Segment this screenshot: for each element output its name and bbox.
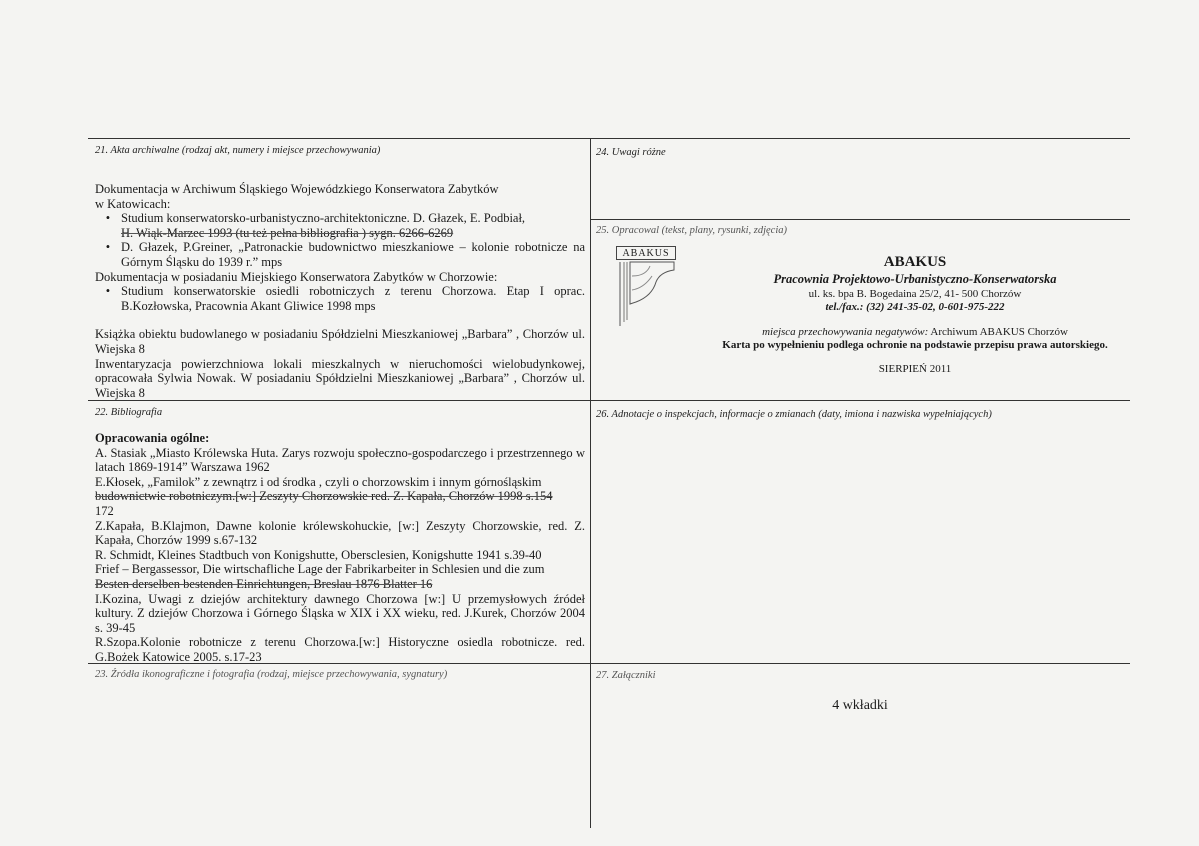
s22-entry-4: R. Schmidt, Kleines Stadtbuch von Konigshutte, Obersclesien, Konigshutte 1941 s.39-40: [95, 547, 542, 562]
firm-address: ul. ks. bpa B. Bogedaina 25/2, 41- 500 Chorzów: [808, 288, 1022, 300]
negatives-value: Archiwum ABAKUS Chorzów: [930, 326, 1068, 338]
card-date: SIERPIEŃ 2011: [878, 363, 952, 375]
s21-bullet-3-text: Studium konserwatorskie osiedli robotniczych z terenu Chorzowa. Etap I oprac. B.Kozłowska, Pracownia Akant Gliwice 1998 mps: [121, 284, 585, 313]
negatives-line: [690, 326, 1140, 338]
s22-entry-6: I.Kozina, Uwagi z dziejów architektury dawnego Chorzowa [w:] U przemysłowych źródeł kultury. Z dziejów Chorzowa i Górnego Śląska w XIX i XX wieku, red. J.Kurek, Chorzów 2004 s. 39-45: [95, 591, 585, 635]
row-divider-right-25: [590, 219, 1130, 220]
s21-bullet-1-text: Studium konserwatorsko-urbanistyczno-architektoniczne. D. Głazek, E. Podbiał,: [121, 211, 526, 226]
s21-book: Książka obiektu budowlanego w posiadaniu Spółdzielni Mieszkaniowej „Barbara” , Chorzów ul. Wiejska 8: [95, 327, 585, 356]
s21-bullet-1: • Studium konserwatorsko-urbanistyczno-architektoniczne. D. Głazek, E. Podbiał, H. Wiąk-Marzec 1993 (tu też pełna bibliografia ) sygn. 6266-6269: [105, 211, 526, 240]
s21-inventory: Inwentaryzacja powierzchniowa lokali mieszkalnych w nieruchomości wielobudynkowej, opracowała Sylwia Nowak. W posiadaniu Spółdzielni Mieszkaniowej „Barbara” , Chorzów ul. Wiejska 8: [95, 356, 585, 400]
firm-name: ABAKUS: [883, 254, 947, 270]
section-21-label: 21. Akta archiwalne (rodzaj akt, numery i miejsce przechowywania): [95, 145, 381, 156]
s21-doc2-line: Dokumentacja w posiadaniu Miejskiego Konserwatora Zabytków w Chorzowie:: [95, 269, 498, 284]
row-divider-top: [88, 138, 1130, 139]
s22-entry-2-line1: E.Kłosek, „Familok” z zewnątrz i od środka , czyli o chorzowskim i innym górnośląskim: [95, 474, 542, 489]
section-22-content: [95, 431, 585, 665]
s21-bullet-2: • D. Głazek, P.Greiner, „Patronackie budownictwo mieszkaniowe – kolonie robotnicze na Górnym Śląsku do 1939 r.” mps: [105, 240, 585, 269]
section-23-label: 23. Źródła ikonograficzne i fotografia (rodzaj, miejsce przechowywania, sygnatury): [95, 669, 448, 680]
s22-entry-3: Z.Kapała, B.Klajmon, Dawne kolonie królewskohuckie, [w:] Zeszyty Chorzowskie, red. Z. Kapała, Chorzów 1999 s.67-132: [95, 518, 585, 548]
firm-phone: tel./fax.: (32) 241-35-02, 0-601-975-222: [825, 301, 1005, 313]
s21-intro-line2: w Katowicach:: [95, 196, 171, 211]
s22-entry-2-struck: budownictwie robotniczym.[w:] Zeszyty Chorzowskie red. Z. Kapała, Chorzów 1998 s.154: [95, 489, 553, 504]
section-27-label: 27. Załączniki: [596, 670, 656, 681]
abakus-logo-text: ABAKUS: [616, 246, 676, 260]
firm-subtitle: Pracownia Projektowo-Urbanistyczno-Konserwatorska: [773, 272, 1057, 286]
s21-intro-line1: Dokumentacja w Archiwum Śląskiego Wojewódzkiego Konserwatora Zabytków: [95, 182, 499, 196]
section-22-label: 22. Bibliografia: [95, 407, 163, 418]
section-26-label: 26. Adnotacje o inspekcjach, informacje o zmianach (daty, imiona i nazwiska wypełniających): [596, 409, 992, 420]
s22-heading: Opracowania ogólne:: [95, 431, 210, 445]
section-24-label: 24. Uwagi różne: [596, 147, 666, 158]
s22-entry-5-struck: Besten derselben bestenden Einrichtungen, Breslau 1876 Blatter 16: [95, 576, 433, 591]
section-25-label: 25. Opracowal (tekst, plany, rysunki, zdjęcia): [596, 225, 788, 236]
column-divider: [590, 138, 591, 828]
s21-bullet-1-struck: H. Wiąk-Marzec 1993 (tu też pełna bibliografia ) sygn. 6266-6269: [121, 225, 454, 240]
s21-bullet-2-text: D. Głazek, P.Greiner, „Patronackie budownictwo mieszkaniowe – kolonie robotnicze na Górnym Śląsku do 1939 r.” mps: [121, 240, 585, 269]
copyright-note: Karta po wypełnieniu podlega ochronie na podstawie przepisu prawa autorskiego.: [722, 339, 1108, 351]
negatives-label: miejsca przechowywania negatywów:: [762, 326, 929, 338]
column-capital-icon: [616, 246, 676, 328]
s22-entry-2-line3: 172: [95, 503, 114, 518]
s22-entry-7: R.Szopa.Kolonie robotnicze z terenu Chorzowa.[w:] Historyczne osiedla robotnicze. red. G.Bożek Katowice 2005. s.17-23: [95, 635, 585, 664]
attachments-value: 4 wkładki: [832, 698, 888, 713]
s21-bullet-3: • Studium konserwatorskie osiedli robotniczych z terenu Chorzowa. Etap I oprac. B.Kozłowska, Pracownia Akant Gliwice 1998 mps: [105, 284, 585, 313]
s22-entry-1: A. Stasiak „Miasto Królewska Huta. Zarys rozwoju społeczno-gospodarczego i przestrzennego w latach 1869-1914” Warszawa 1962: [95, 445, 585, 475]
s22-entry-5-line: Frief – Bergassessor, Die wirtschafliche Lage der Fabrikarbeiter in Schlesien und die zum: [95, 562, 545, 577]
section-21-content: [95, 182, 585, 400]
abakus-logo: [616, 246, 676, 328]
